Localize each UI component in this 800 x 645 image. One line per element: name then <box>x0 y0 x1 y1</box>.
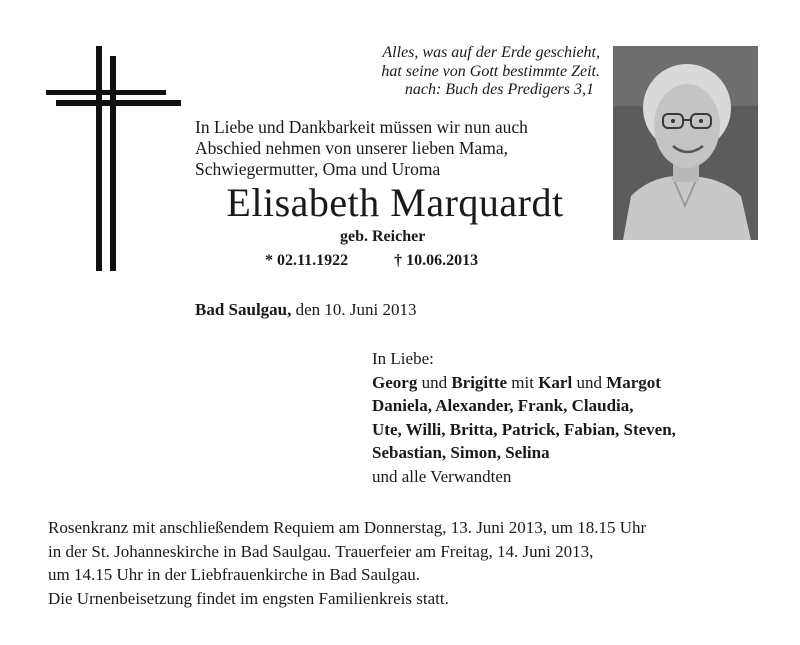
service-line-2: in der St. Johanneskirche in Bad Saulgau. Trauerfeier am Freitag, 14. Juni 2013, <box>48 541 594 561</box>
life-dates <box>265 252 478 270</box>
quote-line-2: hat seine von Gott bestimmte Zeit. <box>381 62 600 80</box>
service-info <box>48 516 646 610</box>
portrait-photo <box>613 46 758 240</box>
intro-line-1: In Liebe und Dankbarkeit müssen wir nun auch <box>195 117 528 137</box>
family-heading: In Liebe: <box>372 349 434 368</box>
family-name: Margot <box>606 372 661 392</box>
family-line-4 <box>372 441 676 465</box>
family-connector: und <box>417 372 452 392</box>
cross-icon <box>46 46 181 271</box>
family-line-5: und alle Verwandten <box>372 466 512 486</box>
family-connector: mit <box>507 372 539 392</box>
quote-source: nach: Buch des Predigers 3,1 <box>404 81 594 98</box>
family-name: Brigitte <box>451 372 508 392</box>
family-line-2 <box>372 394 676 418</box>
place-date <box>195 300 417 320</box>
date: den 10. Juni 2013 <box>291 300 417 319</box>
place: Bad Saulgau, <box>195 300 292 319</box>
family-names: Sebastian, Simon, Selina <box>372 443 550 462</box>
service-line-1: Rosenkranz mit anschließendem Requiem am Donnerstag, 13. Juni 2013, um 18.15 Uhr <box>48 518 647 537</box>
family-line-1 <box>372 371 676 395</box>
bible-quote <box>290 44 600 100</box>
intro-line-3: Schwiegermutter, Oma und Uroma <box>195 159 441 179</box>
family-connector: und <box>572 372 607 392</box>
death-date: † 10.06.2013 <box>394 252 479 269</box>
birth-name: geb. Reicher <box>340 228 426 245</box>
service-line-3: um 14.15 Uhr in der Liebfrauenkirche in Bad Saulgau. <box>48 565 421 584</box>
quote-line-1: Alles, was auf der Erde geschieht, <box>382 44 600 61</box>
intro-line-2: Abschied nehmen von unserer lieben Mama, <box>195 138 508 158</box>
deceased-name: Elisabeth Marquardt <box>226 180 564 225</box>
intro-text <box>195 117 575 180</box>
family-name: Karl <box>538 372 573 392</box>
service-line-4: Die Urnenbeisetzung findet im engsten Familienkreis statt. <box>48 588 449 608</box>
family-names: Ute, Willi, Britta, Patrick, Fabian, Steven, <box>372 419 676 439</box>
family-list <box>372 347 676 488</box>
birth-date: * 02.11.1922 <box>265 252 349 269</box>
family-names: Daniela, Alexander, Frank, Claudia, <box>372 396 634 415</box>
family-name: Georg <box>372 372 418 392</box>
family-line-3 <box>372 418 676 442</box>
